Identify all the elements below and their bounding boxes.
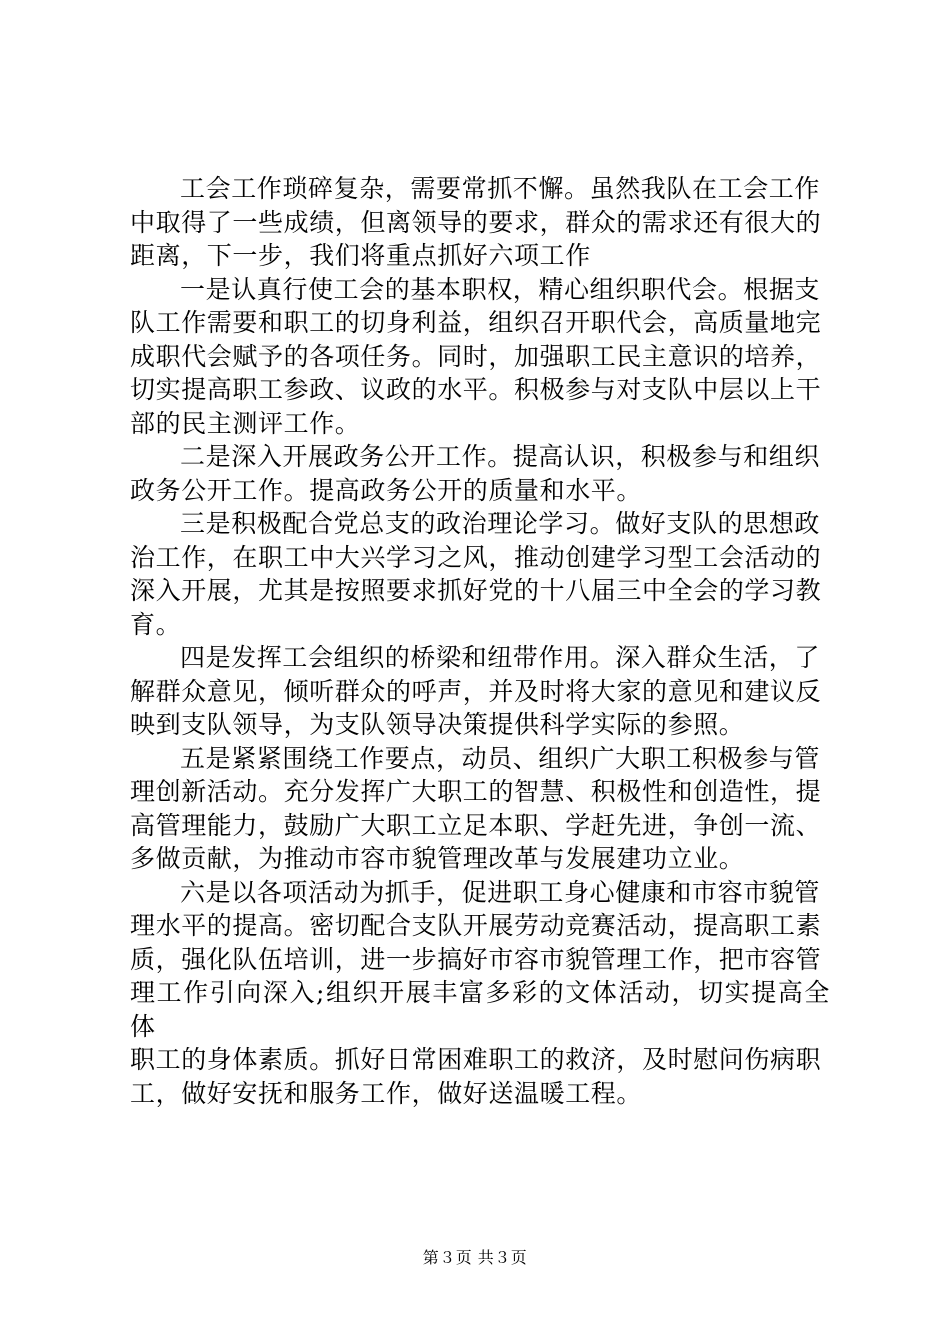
page-number-footer: 第３页 共３页: [422, 1248, 528, 1267]
paragraph-item-4: 四是发挥工会组织的桥梁和纽带作用。深入群众生活，了 解群众意见，倾听群众的呼声，并及时将大家的意见和建议反 映到支队领导，为支队领导决策提供科学实际的参照。: [130, 643, 822, 739]
document-body: [130, 172, 830, 1110]
paragraph-item-3: 三是积极配合党总支的政治理论学习。做好支队的思想政 治工作，在职工中大兴学习之风，推动创建学习型工会活动的 深入开展，尤其是按照要求抓好党的十八届三中全会的学习教 育。: [130, 509, 822, 639]
paragraph-item-1: 一是认真行使工会的基本职权，精心组织职代会。根据支 队工作需要和职工的切身利益，组织召开职代会，高质量地完 成职代会赋予的各项任务。同时，加强职工民主意识的培养， 切实提高职工参政、议政的水平。积极参与对支队中层以上干 部的民主测评工作。: [130, 274, 822, 438]
paragraph-item-6: 六是以各项活动为抓手，促进职工身心健康和市容市貌管 理水平的提高。密切配合支队开展劳动竞赛活动，提高职工素 质，强化队伍培训，进一步搞好市容市貌管理工作，把市容管 理工作引向深入;组织开展丰富多彩的文体活动，切实提高全体 职工的身体素质。抓好日常困难职工的救济，及时慰问伤病职 工，做好安抚和服务工作，做好送温暖工程。: [130, 877, 830, 1108]
paragraph-intro: 工会工作琐碎复杂，需要常抓不懈。虽然我队在工会工作 中取得了一些成绩，但离领导的要求，群众的需求还有很大的 距离，下一步，我们将重点抓好六项工作: [130, 174, 822, 270]
paragraph-item-2: 二是深入开展政务公开工作。提高认识，积极参与和组织 政务公开工作。提高政务公开的质量和水平。: [130, 442, 821, 505]
paragraph-item-5: 五是紧紧围绕工作要点，动员、组织广大职工积极参与管 理创新活动。充分发挥广大职工的智慧、积极性和创造性，提 高管理能力，鼓励广大职工立足本职、学赶先进，争创一流、 多做贡献，为推动市容市貌管理改革与发展建功立业。: [130, 743, 822, 873]
